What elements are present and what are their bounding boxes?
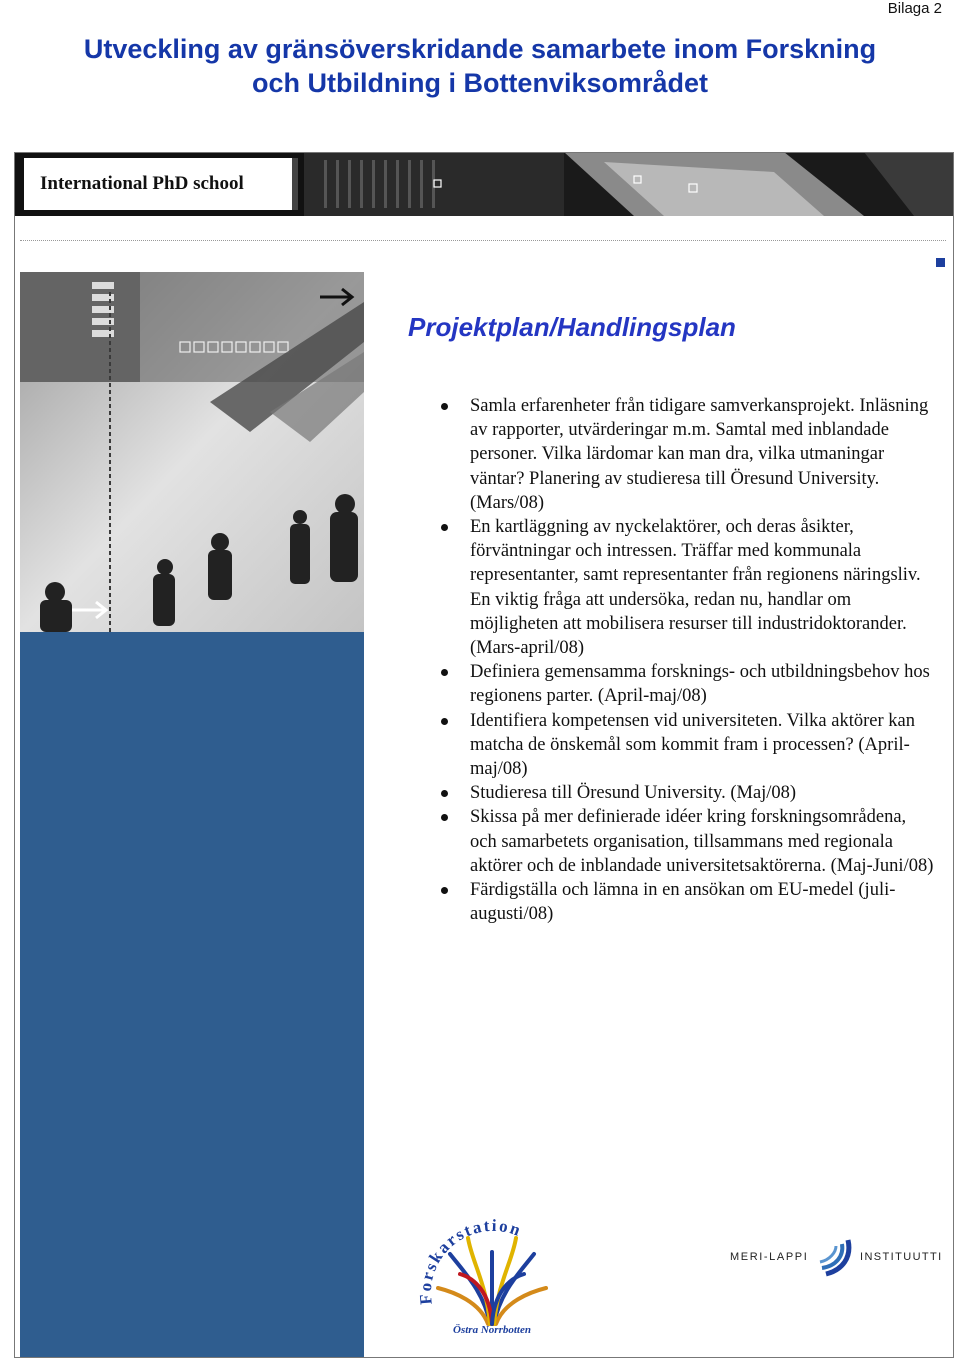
header-photo xyxy=(20,272,364,632)
side-panel xyxy=(20,632,364,1358)
header-decoration xyxy=(304,152,954,216)
list-item xyxy=(444,878,936,926)
forskarstation-logo xyxy=(414,1192,570,1342)
list-item-text: En kartläggning av nyckelaktörer, och deras åsikter, förväntningar och intressen. Träffar med kommunala representanter, samt representanter från regionens näringsliv. En viktig fråga att undersöka, redan nu, handlar om möjligheten att mobilisera resurser till industridoktorander. (Mars-april/08) xyxy=(470,517,921,659)
bullet-icon xyxy=(441,887,448,894)
list-item xyxy=(444,515,936,660)
header-label-box xyxy=(24,158,298,210)
bullet-icon xyxy=(441,524,448,531)
list-item-text: Studieresa till Öresund University. (Maj/08) xyxy=(470,783,797,804)
slide-header-band xyxy=(14,152,954,216)
list-item xyxy=(444,709,936,782)
list-item-text: Samla erfarenheter från tidigare samverkansprojekt. Inläsning av rapporter, utvärderingar m.m. Samtal med inblandade personer. Vilka lärdomar kan man dra, vilka utmaningar väntar? Planering av studieresa till Öresund University. (Mars/08) xyxy=(470,396,929,513)
list-item-text: Definiera gemensamma forsknings- och utbildningsbehov hos regionens parter. (April-maj/08) xyxy=(470,662,930,707)
list-item xyxy=(444,781,936,805)
accent-square xyxy=(936,258,945,267)
slide xyxy=(14,152,954,1358)
list-item xyxy=(444,805,936,878)
list-item-text: Identifiera kompetensen vid universiteten. Vilka aktörer kan matcha de önskemål som kommit fram i processen? (April-maj/08) xyxy=(470,710,915,780)
annex-label: Bilaga 2 xyxy=(887,0,942,17)
list-item xyxy=(444,660,936,708)
bullet-icon xyxy=(441,718,448,725)
list-item-text: Färdigställa och lämna in en ansökan om EU-medel (juli-augusti/08) xyxy=(470,880,896,925)
title-line-2: och Utbildning i Bottenviksområdet xyxy=(251,68,709,98)
bullet-icon xyxy=(441,403,448,410)
forskarstation-caption: Östra Norrbotten xyxy=(453,1324,531,1336)
list-item xyxy=(444,394,936,515)
instituutti-text: INSTITUUTTI xyxy=(860,1251,943,1263)
title-line-1: Utveckling av gränsöverskridande samarbete inom Forskning xyxy=(83,34,877,64)
document-title xyxy=(0,32,960,100)
dotted-divider xyxy=(20,240,946,241)
list-item-text: Skissa på mer definierade idéer kring forskningsområdena, och samarbetets organisation, tillsammans med regionala aktörer och de inblandade universitetsaktörerna. (Maj-Juni/08) xyxy=(470,807,934,876)
forskarstation-arc-text: Forskarstation xyxy=(415,1215,525,1306)
bullet-icon xyxy=(441,669,448,676)
bullet-list xyxy=(444,394,936,926)
bullet-icon xyxy=(441,790,448,797)
slide-heading: Projektplan/Handlingsplan xyxy=(408,312,736,342)
meri-lappi-logo xyxy=(730,1238,943,1278)
header-label: International PhD school xyxy=(40,173,244,194)
bullet-icon xyxy=(441,814,448,821)
meri-lappi-text: MERI-LAPPI xyxy=(730,1251,809,1263)
meri-lappi-mark xyxy=(818,1238,858,1278)
